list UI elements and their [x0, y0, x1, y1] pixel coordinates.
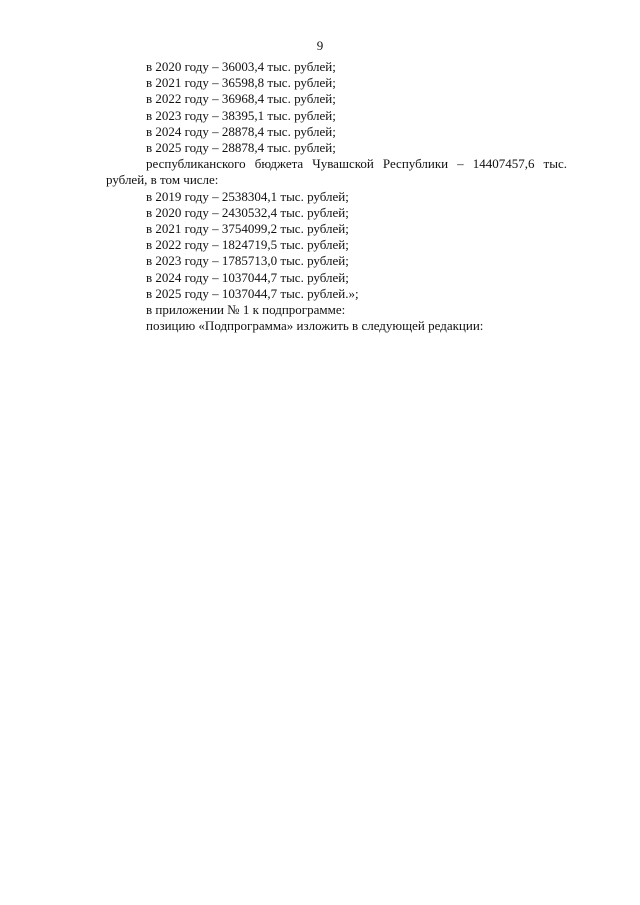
republic-line-2019: в 2019 году – 2538304,1 тыс. рублей; [146, 188, 349, 204]
republic-line-2022: в 2022 году – 1824719,5 тыс. рублей; [146, 237, 349, 253]
republic-line-2024: в 2024 году – 1037044,7 тыс. рублей; [146, 269, 349, 285]
republic-line-2023: в 2023 году – 1785713,0 тыс. рублей; [146, 253, 349, 269]
funding-line-2021: в 2021 году – 36598,8 тыс. рублей; [146, 75, 336, 91]
republic-line-2025: в 2025 году – 1037044,7 тыс. рублей.»; [146, 285, 359, 301]
position-line: позицию «Подпрограмма» изложить в следующей редакции: [146, 318, 484, 334]
appendix-line: в приложении № 1 к подпрограмме: [146, 302, 346, 318]
document-body [106, 59, 567, 334]
funding-line-2022: в 2022 году – 36968,4 тыс. рублей; [146, 91, 336, 107]
funding-line-2023: в 2023 году – 38395,1 тыс. рублей; [146, 107, 336, 123]
funding-line-2024: в 2024 году – 28878,4 тыс. рублей; [146, 123, 336, 139]
funding-line-2020: в 2020 году – 36003,4 тыс. рублей; [146, 59, 336, 74]
republic-line-2020: в 2020 году – 2430532,4 тыс. рублей; [146, 204, 349, 220]
page-number: 9 [316, 38, 324, 53]
republic-line-2021: в 2021 году – 3754099,2 тыс. рублей; [146, 221, 349, 237]
republic-budget-paragraph: республиканского бюджета Чувашской Республики – 14407457,6 тыс. рублей, в том числе: [106, 156, 567, 188]
funding-line-2025: в 2025 году – 28878,4 тыс. рублей; [146, 140, 336, 156]
